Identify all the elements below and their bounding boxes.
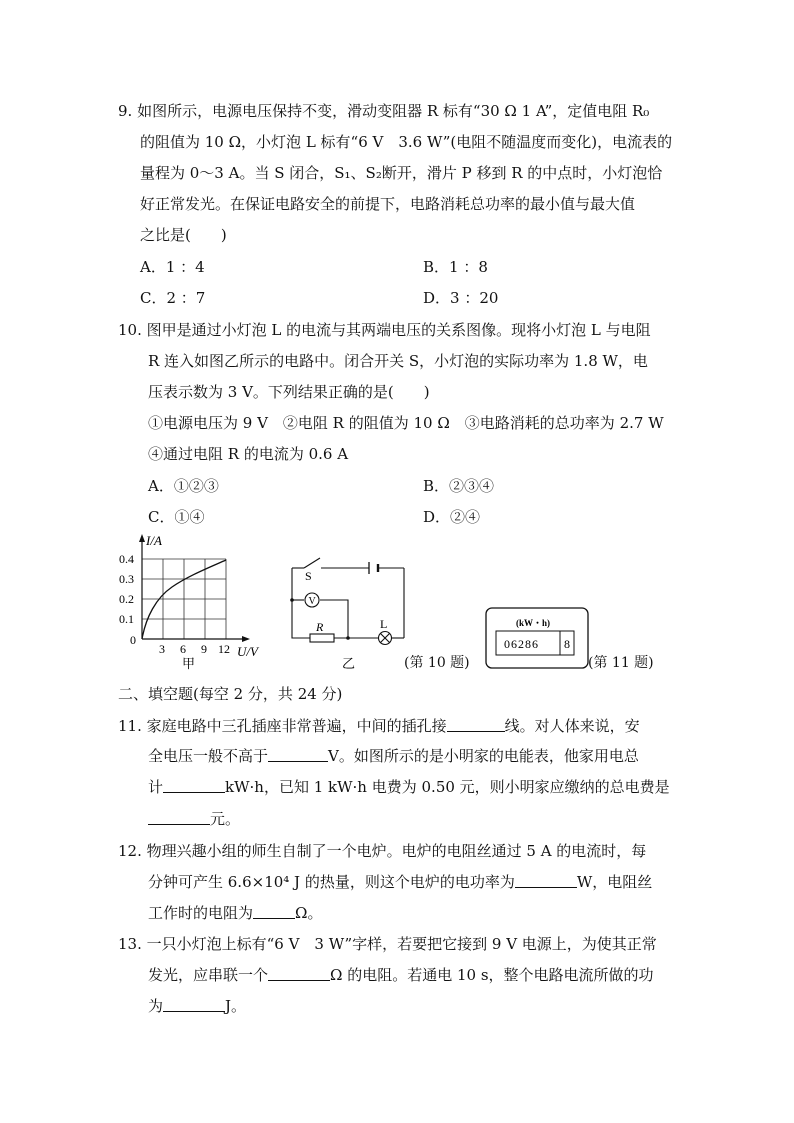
- q12-line-1: 12. 物理兴趣小组的师生自制了一个电炉。电炉的电阻丝通过 5 A 的电流时，每: [118, 842, 647, 860]
- q13-line-3: [148, 996, 246, 1016]
- answer-blank[interactable]: [148, 810, 210, 825]
- q9-line-2: 的阻值为 10 Ω，小灯泡 L 标有“6 V 3.6 W”(电阻不随温度而变化)，电流表的: [140, 133, 673, 151]
- q11-text: 线。对人体来说，安: [504, 717, 640, 735]
- y-axis-arrow: [139, 534, 145, 542]
- y-tick-label: 0.1: [119, 612, 134, 626]
- y-tick-label: 0.4: [119, 552, 134, 566]
- x-tick-label: 12: [218, 642, 230, 656]
- iu-graph-figure: [112, 532, 272, 672]
- q13-text: 为: [148, 997, 164, 1015]
- meter-decimal-digit: 8: [564, 637, 570, 651]
- q10-option-c: C．①④: [148, 508, 205, 526]
- junction-dot: [346, 636, 350, 640]
- q12-text: Ω。: [295, 904, 323, 922]
- q10-option-b: B．②③④: [423, 477, 495, 495]
- q9-line-3: 量程为 0～3 A。当 S 闭合，S₁、S₂断开，滑片 P 移到 R 的中点时，小灯泡恰: [140, 164, 663, 182]
- q11-line-2: [148, 746, 639, 766]
- answer-blank[interactable]: [447, 717, 505, 732]
- q9-option-c: C．2 ：7: [140, 289, 206, 307]
- q13-text: 发光，应串联一个: [148, 966, 269, 984]
- meter-digits: 06286: [504, 637, 539, 651]
- switch-label: S: [305, 569, 312, 583]
- figure-caption-q10: (第 10 题): [404, 655, 470, 671]
- q9-option-a: A．1 ：4: [140, 258, 205, 276]
- q11-text: 计: [148, 778, 164, 796]
- q13-text: J。: [225, 997, 247, 1015]
- q11-text: V。如图所示的是小明家的电能表，他家用电总: [328, 747, 639, 765]
- q12-line-2: [148, 872, 652, 892]
- meter-unit: (kW・h): [516, 618, 551, 628]
- q11-line-1: [118, 716, 640, 736]
- switch-blade: [304, 558, 320, 568]
- x-tick-label: 3: [159, 642, 165, 656]
- section-heading: 二、填空题(每空 2 分，共 24 分): [118, 685, 343, 703]
- figure-label-jia: 甲: [182, 656, 196, 671]
- x-axis-arrow: [242, 636, 250, 642]
- answer-blank[interactable]: [268, 966, 330, 981]
- answer-blank[interactable]: [515, 873, 577, 888]
- x-tick-label: 6: [180, 642, 186, 656]
- q10-line-5: ④通过电阻 R 的电流为 0.6 A: [148, 445, 349, 463]
- q13-line-1: 13. 一只小灯泡上标有“6 V 3 W”字样，若要把它接到 9 V 电源上，为使其正常: [118, 935, 657, 953]
- q9-option-d: D．3 ：20: [423, 289, 499, 307]
- figure-label-yi: 乙: [342, 656, 356, 671]
- q11-text: 11. 家庭电路中三孔插座非常普遍，中间的插孔接: [118, 717, 447, 735]
- answer-blank[interactable]: [163, 997, 225, 1012]
- y-tick-label: 0.3: [119, 572, 134, 586]
- figure-caption-q11: (第 11 题): [588, 655, 654, 671]
- y-tick-label: 0.2: [119, 592, 134, 606]
- x-axis-label: U/V: [237, 644, 258, 659]
- answer-blank[interactable]: [268, 747, 328, 762]
- y-tick-label: 0: [130, 633, 136, 647]
- x-tick-label: 9: [201, 642, 207, 656]
- q9-line-5: 之比是( ): [140, 226, 227, 244]
- answer-blank[interactable]: [163, 778, 225, 793]
- electricity-meter-figure: [484, 606, 592, 672]
- q12-line-3: [148, 903, 322, 923]
- y-axis-label: I/A: [146, 533, 162, 548]
- q9-line-4: 好正常发光。在保证电路安全的前提下，电路消耗总功率的最小值与最大值: [140, 195, 636, 213]
- lamp-label: L: [380, 617, 388, 631]
- q10-line-3: 压表示数为 3 V。下列结果正确的是( ): [148, 383, 430, 401]
- q13-text: Ω 的电阻。若通电 10 s，整个电路电流所做的功: [330, 966, 654, 984]
- q12-text: 工作时的电阻为: [148, 904, 254, 922]
- voltmeter-label: V: [308, 596, 316, 607]
- q10-line-4: ①电源电压为 9 V ②电阻 R 的阻值为 10 Ω ③电路消耗的总功率为 2.7 W: [148, 414, 664, 432]
- q12-text: 分钟可产生 6.6×10⁴ J 的热量，则这个电炉的电功率为: [148, 873, 515, 891]
- q12-text: W，电阻丝: [576, 873, 653, 891]
- q9-line-1: 9. 如图所示，电源电压保持不变，滑动变阻器 R 标有“30 Ω 1 A”，定值电阻 R₀: [118, 102, 650, 120]
- resistor-symbol: [310, 634, 334, 642]
- q11-text: 元。: [210, 810, 241, 828]
- wire: [320, 600, 348, 638]
- q11-text: 全电压一般不高于: [148, 747, 269, 765]
- q13-line-2: [148, 965, 654, 985]
- q10-option-a: A．①②③: [148, 477, 219, 495]
- circuit-figure: [282, 552, 412, 672]
- q10-line-2: R 连入如图乙所示的电路中。闭合开关 S，小灯泡的实际功率为 1.8 W，电: [148, 352, 648, 370]
- q11-line-3: [148, 777, 670, 797]
- q11-line-4: [148, 809, 240, 829]
- q11-text: kW·h，已知 1 kW·h 电费为 0.50 元，则小明家应缴纳的总电费是: [225, 778, 670, 796]
- answer-blank[interactable]: [253, 904, 295, 919]
- q9-option-b: B．1 ：8: [423, 258, 488, 276]
- q10-option-d: D．②④: [423, 508, 481, 526]
- q10-line-1: 10. 图甲是通过小灯泡 L 的电流与其两端电压的关系图像。现将小灯泡 L 与电阻: [118, 321, 651, 339]
- resistor-label: R: [316, 620, 324, 634]
- junction-dot: [290, 598, 294, 602]
